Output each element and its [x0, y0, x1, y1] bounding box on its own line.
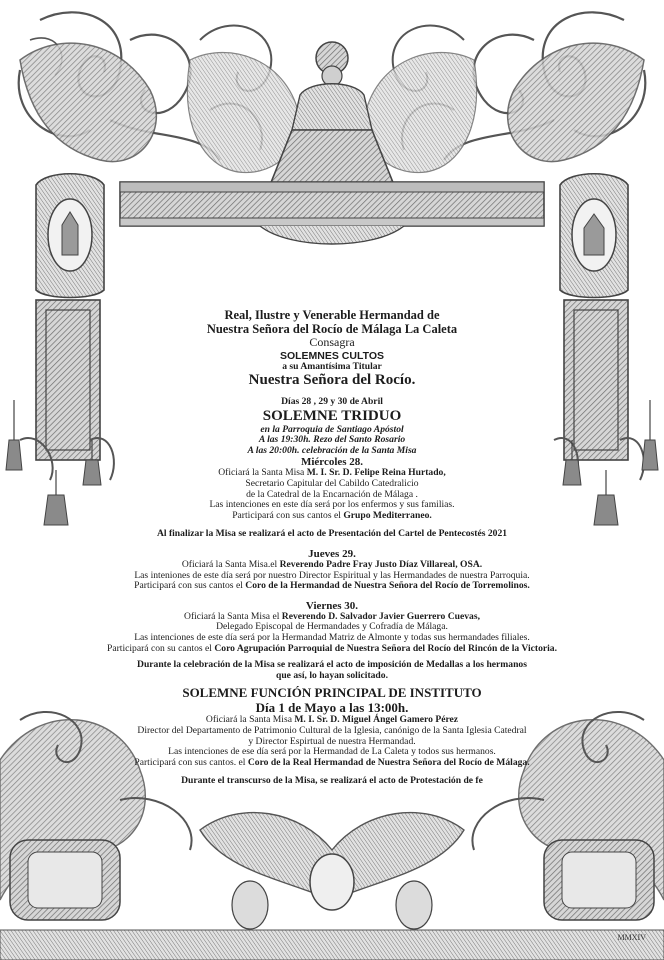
titular-intro: a su Amantísima Titular	[282, 360, 382, 372]
brotherhood-name-line-1: Real, Ilustre y Venerable Hermandad de	[224, 308, 440, 322]
triduo-dates: Días 28 , 29 y 30 de Abril	[281, 396, 383, 408]
entablature	[120, 182, 544, 244]
funcion-date: Día 1 de Mayo a las 13:00h.	[255, 700, 409, 716]
brotherhood-name-line-2: Nuestra Señora del Rocío de Málaga La Caleta	[206, 322, 458, 336]
triduo-place: en la Parroquia de Santiago Apóstol	[260, 423, 404, 435]
funcion-closing-note: Durante el transcurso de la Misa, se realizará el acto de Protestación de fe	[181, 775, 483, 787]
bottom-center-scrollwork	[200, 813, 464, 929]
day-3-after-note-1: Durante la celebración de la Misa se realizará el acto de imposición de Medallas a los hermanos	[137, 659, 527, 671]
day-3-choir: Participará con su cantos el Coro Agrupación Parroquial de Nuestra Señora del Rocío del Rincón de la Victoria.	[107, 642, 557, 654]
day-2-choir: Participará con sus cantos el Coro de la Hermandad de Nuestra Señora del Rocío de Torremolinos.	[134, 580, 530, 592]
funcion-choir: Participará con sus cantos. el Coro de la Real Hermandad de Nuestra Señora del Rocío de Málaga.	[134, 756, 530, 768]
funcion-intentions: Las intenciones de ese día será por la Hermandad de La Caleta y todos sus hermanos.	[168, 746, 496, 758]
poster-text	[96, 308, 568, 787]
day-1-officiant: Oficiará la Santa Misa M. I. Sr. D. Felipe Reina Hurtado,	[218, 467, 446, 479]
day-2-title: Jueves 29.	[308, 548, 356, 561]
day-1-after-note: Al finalizar la Misa se realizará el acto de Presentación del Cartel de Pentecostés 2021	[156, 528, 508, 540]
top-right-leaves	[508, 43, 644, 161]
day-2-officiant: Oficiará la Santa Misa.el Reverendo Padre Fray Justo Díaz Villareal, OSA.	[181, 559, 483, 571]
day-3-line-2: Delegado Episcopal de Hermandades y Cofradía de Málaga.	[216, 621, 448, 633]
day-3-intentions: Las intenciones de este día será por la Hermandad Matriz de Almonte y todas sus hermandades filiales.	[134, 632, 530, 643]
day-3-title: Viernes 30.	[305, 599, 359, 612]
roman-year-mark: MMXIV	[617, 933, 646, 942]
funcion-line-3: y Director Espirtual de nuestra Hermandad.	[248, 735, 416, 747]
day-2-intentions: Las inteniones de este día será por nuestro Director Espiritual y las Hermandades de nuestra Parroquia.	[134, 569, 530, 581]
bottom-base	[0, 930, 664, 960]
funcion-line-2: Director del Departamento de Patrimonio Cultural de la Iglesia, canónigo de la Santa Iglesia Catedral	[137, 724, 527, 736]
cultos-title: SOLEMNES CULTOS	[279, 349, 385, 362]
bottom-left-relief	[10, 840, 120, 920]
funcion-officiant: Oficiará la Santa Misa M. I. Sr. D. Miguel Ángel Gamero Pérez	[205, 714, 459, 726]
day-1-line-3: de la Catedral de la Encarnación de Málaga .	[246, 488, 418, 500]
day-3-after-note-2: que así, lo hayan solicitado.	[276, 669, 388, 681]
triduo-time-mass: A las 20:00h. celebración de la Santa Misa	[247, 444, 417, 456]
day-1-line-2: Secretario Capitular del Cabildo Catedralicio	[245, 478, 419, 490]
triduo-title: SOLEMNE TRIDUO	[262, 407, 402, 424]
day-1-intentions: Las intenciones en este día será por los enfermos y sus familias.	[209, 499, 455, 511]
bottom-right-relief	[544, 840, 654, 920]
funcion-title: SOLEMNE FUNCIÓN PRINCIPAL DE INSTITUTO	[182, 685, 482, 701]
titular-name: Nuestra Señora del Rocío.	[248, 372, 416, 389]
consagra-label: Consagra	[309, 335, 355, 349]
day-1-title: Miércoles 28.	[300, 456, 364, 469]
day-1-choir: Participará con sus cantos el Grupo Mediterraneo.	[232, 509, 432, 521]
top-left-leaves	[20, 43, 156, 161]
triduo-time-rosary: A las 19:30h. Rezo del Santo Rosario	[258, 434, 406, 446]
day-3-officiant: Oficiará la Santa Misa el Reverendo D. Salvador Javier Guerrero Cuevas,	[184, 610, 480, 622]
